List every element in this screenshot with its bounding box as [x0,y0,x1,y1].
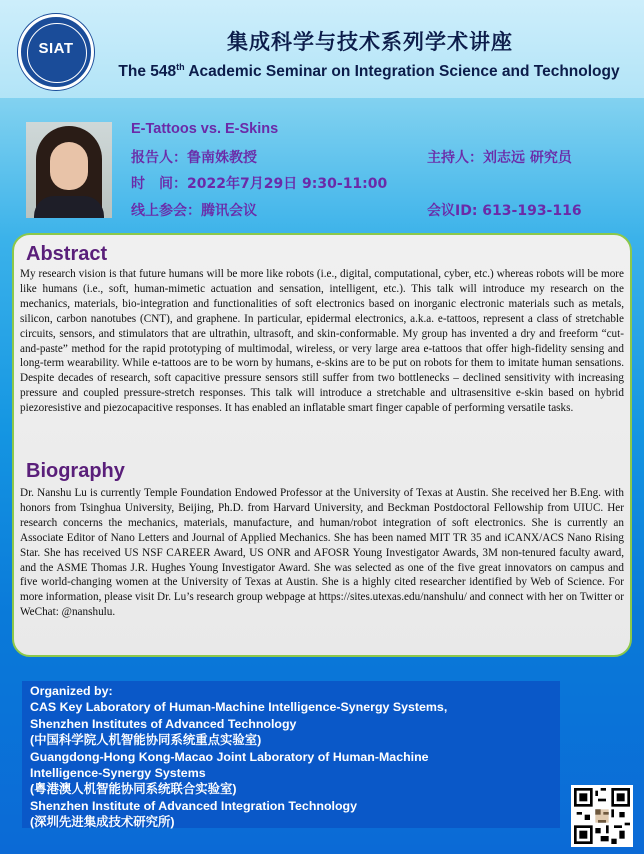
host-info: 主持人：刘志远 研究员 [427,150,572,166]
biography-heading: Biography [26,460,125,482]
qr-code-icon[interactable] [571,785,633,847]
organizer-line: Shenzhen Institute of Advanced Integration Technology [30,798,357,813]
organizer-line: (粤港澳人机智能协同系统联合实验室) [30,782,237,797]
title-en-suffix: Academic Seminar on Integration Science and Technology [184,63,620,81]
content-panel [12,233,632,657]
meeting-id: 会议ID: 613-193-116 [427,203,582,219]
seminar-english-title [104,62,634,81]
online-info: 线上参会：腾讯会议 [131,203,257,219]
seminar-series-title: 集成科学与技术系列学术讲座 [227,30,513,54]
organizer-line: Intelligence-Synergy Systems [30,766,206,781]
organizer-line: Guangdong-Hong Kong-Macao Joint Laboratory of Human-Machine [30,749,429,764]
organizer-line: (深圳先进集成技术研究所) [30,815,175,830]
title-en-sup: th [176,62,185,72]
talk-title: E-Tattoos vs. E-Skins [131,121,279,137]
abstract-heading: Abstract [26,243,108,265]
siat-logo-icon [18,14,94,90]
speaker-info: 报告人：鲁南姝教授 [131,150,257,166]
organizers-label: Organized by: [30,684,113,698]
qr-code-graphic [574,788,630,844]
logo-text: SIAT [38,40,74,57]
photo-face [50,142,88,190]
abstract-text: My research vision is that future humans will be more like robots (i.e., digital, computational, cyber, etc.) whereas robots will be more like humans (i.e., soft, human-mimetic actuation and sensation, intelligent, etc.). This talk will introduce my research on the mechanics, materials, bio-integration and functionalities of soft electronics based on inorganic electronic materials such as metals, silicon, carbon nanotubes (CNT), and graphene. In particular, epidermal electronics, a.k.a. e-tattoos, represent a class of stretchable circuits, sensors, and stimulators that are ultrathin, ultrasoft, and skin-conformable. My group has invented a dry and freeform “cut-and-paste” method for the rapid prototyping of multimodal, wireless, or very large area e-tattoos that offer high-fidelity sensing and long-term wearability. While e-tattoos are to be worn by humans, e-skins are to be put on robots for them to imitate human sensations. Despite decades of research, soft capacitive pressure sensors still suffer from two bottlenecks – declined sensitivity with increasing pressure and coupled pressure-stretch responses. This talk will introduce a stretchable and ultrasensitive e-skin based on hybrid piezoresistive and piezocapacitive responses. It has enabled an inflatable smart finger capable of performing versatile tasks. [20,268,624,415]
organizer-line: (中国科学院人机智能协同系统重点实验室) [30,733,262,748]
title-en-prefix: The 548 [118,63,177,81]
organizers-box [22,681,560,828]
biography-text: Dr. Nanshu Lu is currently Temple Foundation Endowed Professor at the University of Texas at Austin. She received her B.Eng. with honors from Tsinghua University, Beijing, Ph.D. from Harvard University, and Beckman Postdoctoral Fellowship from UIUC. Her research concerns the mechanics, materials, manufacture, and human/robot integration of soft electronics. She is currently an Associate Editor of Nano Letters and Journal of Applied Mechanics. She has been named MIT TR 35 and iCANX/ACS Nano Rising Star. She has received US NSF CAREER Award, US ONR and AFOSR Young Investigator Awards, 3M non-tenured faculty award, and the ASME Thomas J.R. Hughes Young Investigator Award. She was selected as one of the five great innovators on campus and five world-changing women at the University of Texas at Austin. She is a highly cited researcher identified by Web of Science. For more information, please visit Dr. Lu’s research group webpage at https://sites.utexas.edu/nanshulu/ and connect with her on Twitter or WeChat: @nanshulu. [20,487,624,619]
organizer-line: Shenzhen Institutes of Advanced Technology [30,716,297,731]
photo-shirt [34,196,104,218]
organizer-line: CAS Key Laboratory of Human-Machine Intelligence-Synergy Systems, [30,700,448,715]
time-info: 时 间：2022年7月29日 9:30-11:00 [131,176,388,192]
speaker-photo [26,122,112,218]
